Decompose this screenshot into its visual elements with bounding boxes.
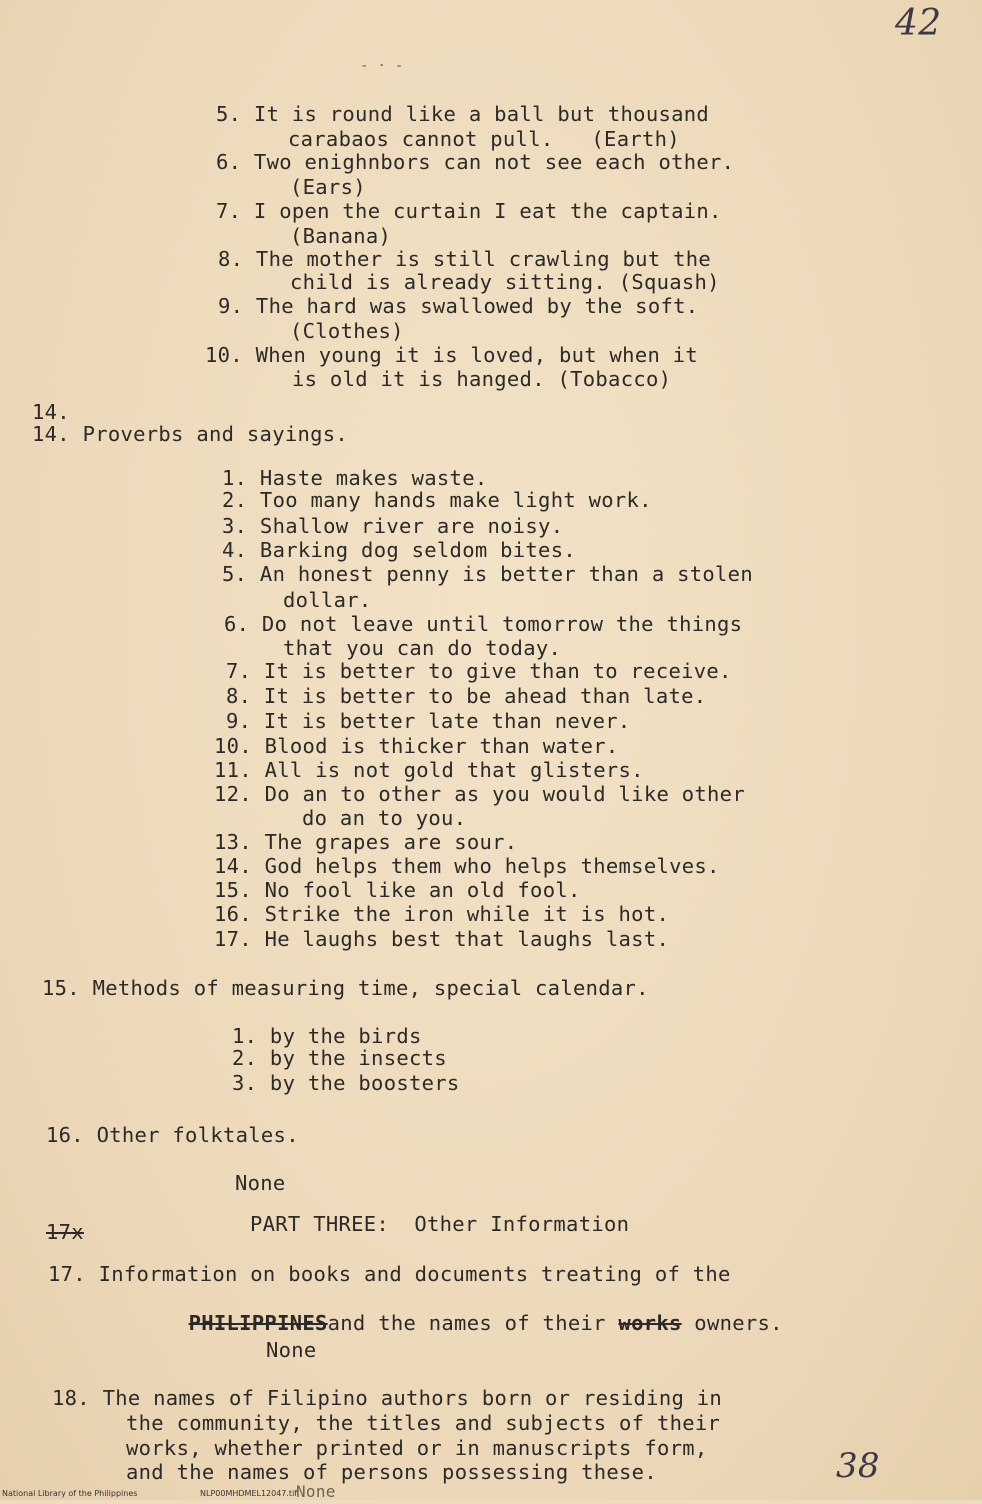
proverb-10: 10. Blood is thicker than water. (214, 734, 619, 758)
proverb-3: 3. Shallow river are noisy. (222, 514, 564, 538)
riddle-6-line1: 6. Two enighnbors can not see each other. (216, 150, 735, 174)
riddle-10-line2: is old it is hanged. (Tobacco) (292, 367, 672, 391)
section-18-line4: and the names of persons possessing these. (126, 1460, 657, 1484)
section-16-heading: 16. Other folktales. (46, 1123, 299, 1147)
section-18-line1: 18. The names of Filipino authors born or residing in (52, 1386, 723, 1410)
proverb-5-cont: dollar. (283, 588, 372, 612)
proverb-5: 5. An honest penny is better than a stolen (222, 562, 753, 586)
time-method-3: 3. by the boosters (232, 1071, 460, 1095)
proverb-15: 15. No fool like an old fool. (214, 878, 581, 902)
section-17-line1: 17. Information on books and documents treating of the (48, 1262, 731, 1286)
section-14-heading: 14. Proverbs and sayings. (32, 422, 349, 446)
time-method-1: 1. by the birds (232, 1024, 422, 1048)
riddle-9-line1: 9. The hard was swallowed by the soft. (218, 294, 699, 318)
struck-works: works (618, 1311, 682, 1335)
proverb-8: 8. It is better to be ahead than late. (226, 684, 707, 708)
section-18-line3: works, whether printed or in manuscripts form, (126, 1436, 708, 1460)
proverb-6-cont: that you can do today. (283, 636, 562, 660)
proverb-6: 6. Do not leave until tomorrow the things (224, 612, 743, 636)
proverb-1: 1. Haste makes waste. (222, 466, 488, 490)
riddle-9-line2: (Clothes) (290, 319, 404, 343)
header-mark: - · - (360, 58, 404, 74)
proverb-9: 9. It is better late than never. (226, 709, 631, 733)
riddle-7-line2: (Banana) (290, 224, 392, 248)
footer-library-name: National Library of the Philippines (2, 1489, 138, 1498)
proverb-16: 16. Strike the iron while it is hot. (214, 902, 670, 926)
section-16-answer: None (235, 1171, 286, 1195)
proverb-14: 14. God helps them who helps themselves. (214, 854, 720, 878)
proverb-13: 13. The grapes are sour. (214, 830, 518, 854)
proverb-4: 4. Barking dog seldom bites. (222, 538, 576, 562)
time-method-2: 2. by the insects (232, 1046, 447, 1070)
riddle-5-line2: carabaos cannot pull. (Earth) (288, 127, 680, 151)
riddle-8-line2: child is already sitting. (Squash) (290, 270, 720, 294)
footer-file-id: NLP00MHDMEL12047.tif (200, 1489, 298, 1498)
riddle-7-line1: 7. I open the curtain I eat the captain. (216, 199, 722, 223)
struck-philippines: PHILIPPINES (188, 1311, 328, 1335)
section-17-line2 (138, 1287, 783, 1359)
section-14-marker: 14. (32, 400, 70, 424)
section-17-answer: None (266, 1338, 317, 1362)
proverb-2: 2. Too many hands make light work. (222, 488, 652, 512)
part-three-heading: PART THREE: Other Information (250, 1212, 630, 1236)
proverb-17: 17. He laughs best that laughs last. (214, 927, 670, 951)
section-15-heading: 15. Methods of measuring time, special calendar. (42, 976, 649, 1000)
section-17-line2-b: owners. (694, 1311, 783, 1335)
proverb-12: 12. Do an to other as you would like other (214, 782, 745, 806)
page-number: 42 (895, 3, 942, 44)
riddle-5-line1: 5. It is round like a ball but thousand (216, 102, 710, 126)
struck-number: 17x (46, 1220, 84, 1244)
proverb-11: 11. All is not gold that glisters. (214, 758, 644, 782)
handwritten-page-number: 38 (836, 1446, 880, 1486)
riddle-8-line1: 8. The mother is still crawling but the (218, 247, 712, 271)
proverb-7: 7. It is better to give than to receive. (226, 659, 732, 683)
section-18-answer: None (296, 1482, 336, 1501)
riddle-10-line1: 10. When young it is loved, but when it (205, 343, 699, 367)
proverb-12-cont: do an to you. (302, 806, 467, 830)
riddle-6-line2: (Ears) (290, 175, 366, 199)
section-17-line2-a: and the names of their (327, 1311, 606, 1335)
section-18-line2: the community, the titles and subjects of their (126, 1411, 721, 1435)
